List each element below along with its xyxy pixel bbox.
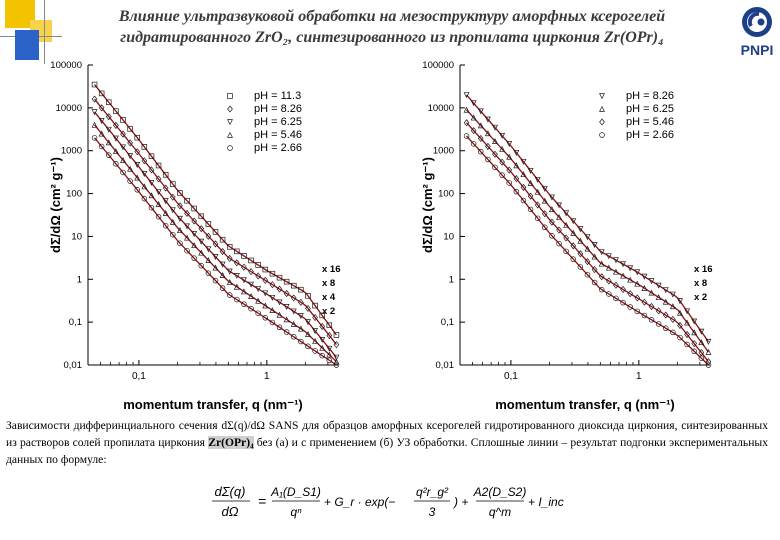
legend-label: pH = 2.66 <box>254 142 303 154</box>
legend-marker <box>600 107 605 112</box>
x-tick-label: 0,1 <box>503 371 518 382</box>
legend-label: pH = 6.25 <box>626 103 675 115</box>
formula-t1-num: A₁(D_S1) <box>271 485 321 499</box>
x-tick-label: 0,1 <box>131 371 146 382</box>
formula-t3-num: A2(D_S2) <box>473 485 527 499</box>
y-tick-label: 0,01 <box>435 360 454 371</box>
legend-label: pH = 11.3 <box>254 90 302 102</box>
y-axis-label: dΣ/dΩ (cm² g⁻¹) <box>48 157 63 253</box>
series-5 <box>92 135 339 367</box>
y-tick-label: 0,1 <box>68 317 82 329</box>
formula-lhs-num: dΣ(q) <box>214 484 246 499</box>
title-line-1: Влияние ультразвуковой обработки на мезоструктуру аморфных ксерогелей <box>118 8 666 25</box>
formula-t3-den: q^m <box>488 505 512 519</box>
logo-text: PNPI <box>740 42 774 58</box>
x-tick-label: 1 <box>636 371 642 382</box>
legend-marker <box>228 133 233 138</box>
x-tick-label: 1 <box>264 371 270 382</box>
y-tick-label: 10000 <box>55 102 82 114</box>
formula-t2-den: 3 <box>428 505 436 519</box>
multiplier-label: x 2 <box>694 292 708 303</box>
series-3 <box>464 120 711 365</box>
series-4 <box>464 134 711 368</box>
formula-plus-1: + G_r · exp(− <box>324 495 396 509</box>
caption-part-1: Зависимости дифферинциального сечения dΣ(q)/dΩ SANS для образцов аморфных ксерогелей гидротированного диоксида циркония, синтезированных из растворов солей пропилата циркония <box>6 419 768 449</box>
legend-label: pH = 5.46 <box>626 116 675 128</box>
caption-highlight: Zr(OPr)₄ <box>208 436 254 449</box>
legend-label: pH = 8.26 <box>626 90 675 102</box>
legend-marker <box>228 106 233 112</box>
y-tick-label: 100000 <box>422 60 454 71</box>
y-tick-label: 10000 <box>427 102 454 114</box>
legend-label: pH = 2.66 <box>626 129 675 141</box>
fit-curve <box>467 123 709 362</box>
formula-t2-num: q²r_g² <box>415 485 449 499</box>
multiplier-label: x 16 <box>322 264 341 275</box>
y-tick-label: 10 <box>71 231 82 243</box>
legend-label: pH = 8.26 <box>254 103 303 115</box>
legend-label: pH = 5.46 <box>254 129 303 141</box>
y-tick-label: 0,01 <box>63 360 82 371</box>
legend-marker <box>228 94 233 99</box>
fit-formula <box>208 476 578 536</box>
y-tick-label: 1000 <box>60 145 82 157</box>
chart-1 <box>48 60 341 412</box>
x-axis-label: momentum transfer, q (nm⁻¹) <box>495 397 675 412</box>
y-tick-label: 1000 <box>432 145 454 157</box>
fit-curve <box>467 110 709 352</box>
y-tick-label: 100 <box>438 188 454 200</box>
y-tick-label: 1 <box>76 274 82 286</box>
formula-lhs-den: dΩ <box>221 504 239 519</box>
multiplier-label: x 16 <box>694 264 713 275</box>
y-tick-label: 100 <box>66 188 82 200</box>
formula-close: ) + <box>454 495 469 509</box>
legend-marker <box>228 146 233 151</box>
legend-marker <box>600 133 605 138</box>
multiplier-label: x 2 <box>322 306 336 317</box>
y-tick-label: 1 <box>448 274 454 286</box>
formula-t1-den: qⁿ <box>290 505 302 519</box>
chart-2 <box>420 60 713 412</box>
formula-tail: + I_inc <box>528 495 564 509</box>
multiplier-label: x 8 <box>322 278 336 289</box>
multiplier-label: x 4 <box>322 292 336 303</box>
fit-curve <box>467 136 709 365</box>
multiplier-label: x 8 <box>694 278 708 289</box>
y-tick-label: 10 <box>443 231 454 243</box>
legend-marker <box>600 119 605 125</box>
caption-part-2: без (а) и с применением (б) УЗ обработки. Сплошные линии – результат подгонки экспериментальных данных по формуле: <box>6 436 768 466</box>
figure-caption <box>6 417 768 468</box>
y-tick-label: 100000 <box>50 60 82 71</box>
formula-eq: = <box>258 493 267 509</box>
y-axis-label: dΣ/dΩ (cm² g⁻¹) <box>420 157 435 253</box>
data-point <box>706 339 711 344</box>
legend-marker <box>228 120 233 125</box>
x-axis-label: momentum transfer, q (nm⁻¹) <box>123 397 303 412</box>
y-tick-label: 0,1 <box>440 317 454 329</box>
legend-label: pH = 6.25 <box>254 116 303 128</box>
legend-marker <box>600 94 605 99</box>
title-line-2: гидратированного ZrO₂, синтезированного из пропилата циркония Zr(OPr)₄ <box>120 29 664 46</box>
